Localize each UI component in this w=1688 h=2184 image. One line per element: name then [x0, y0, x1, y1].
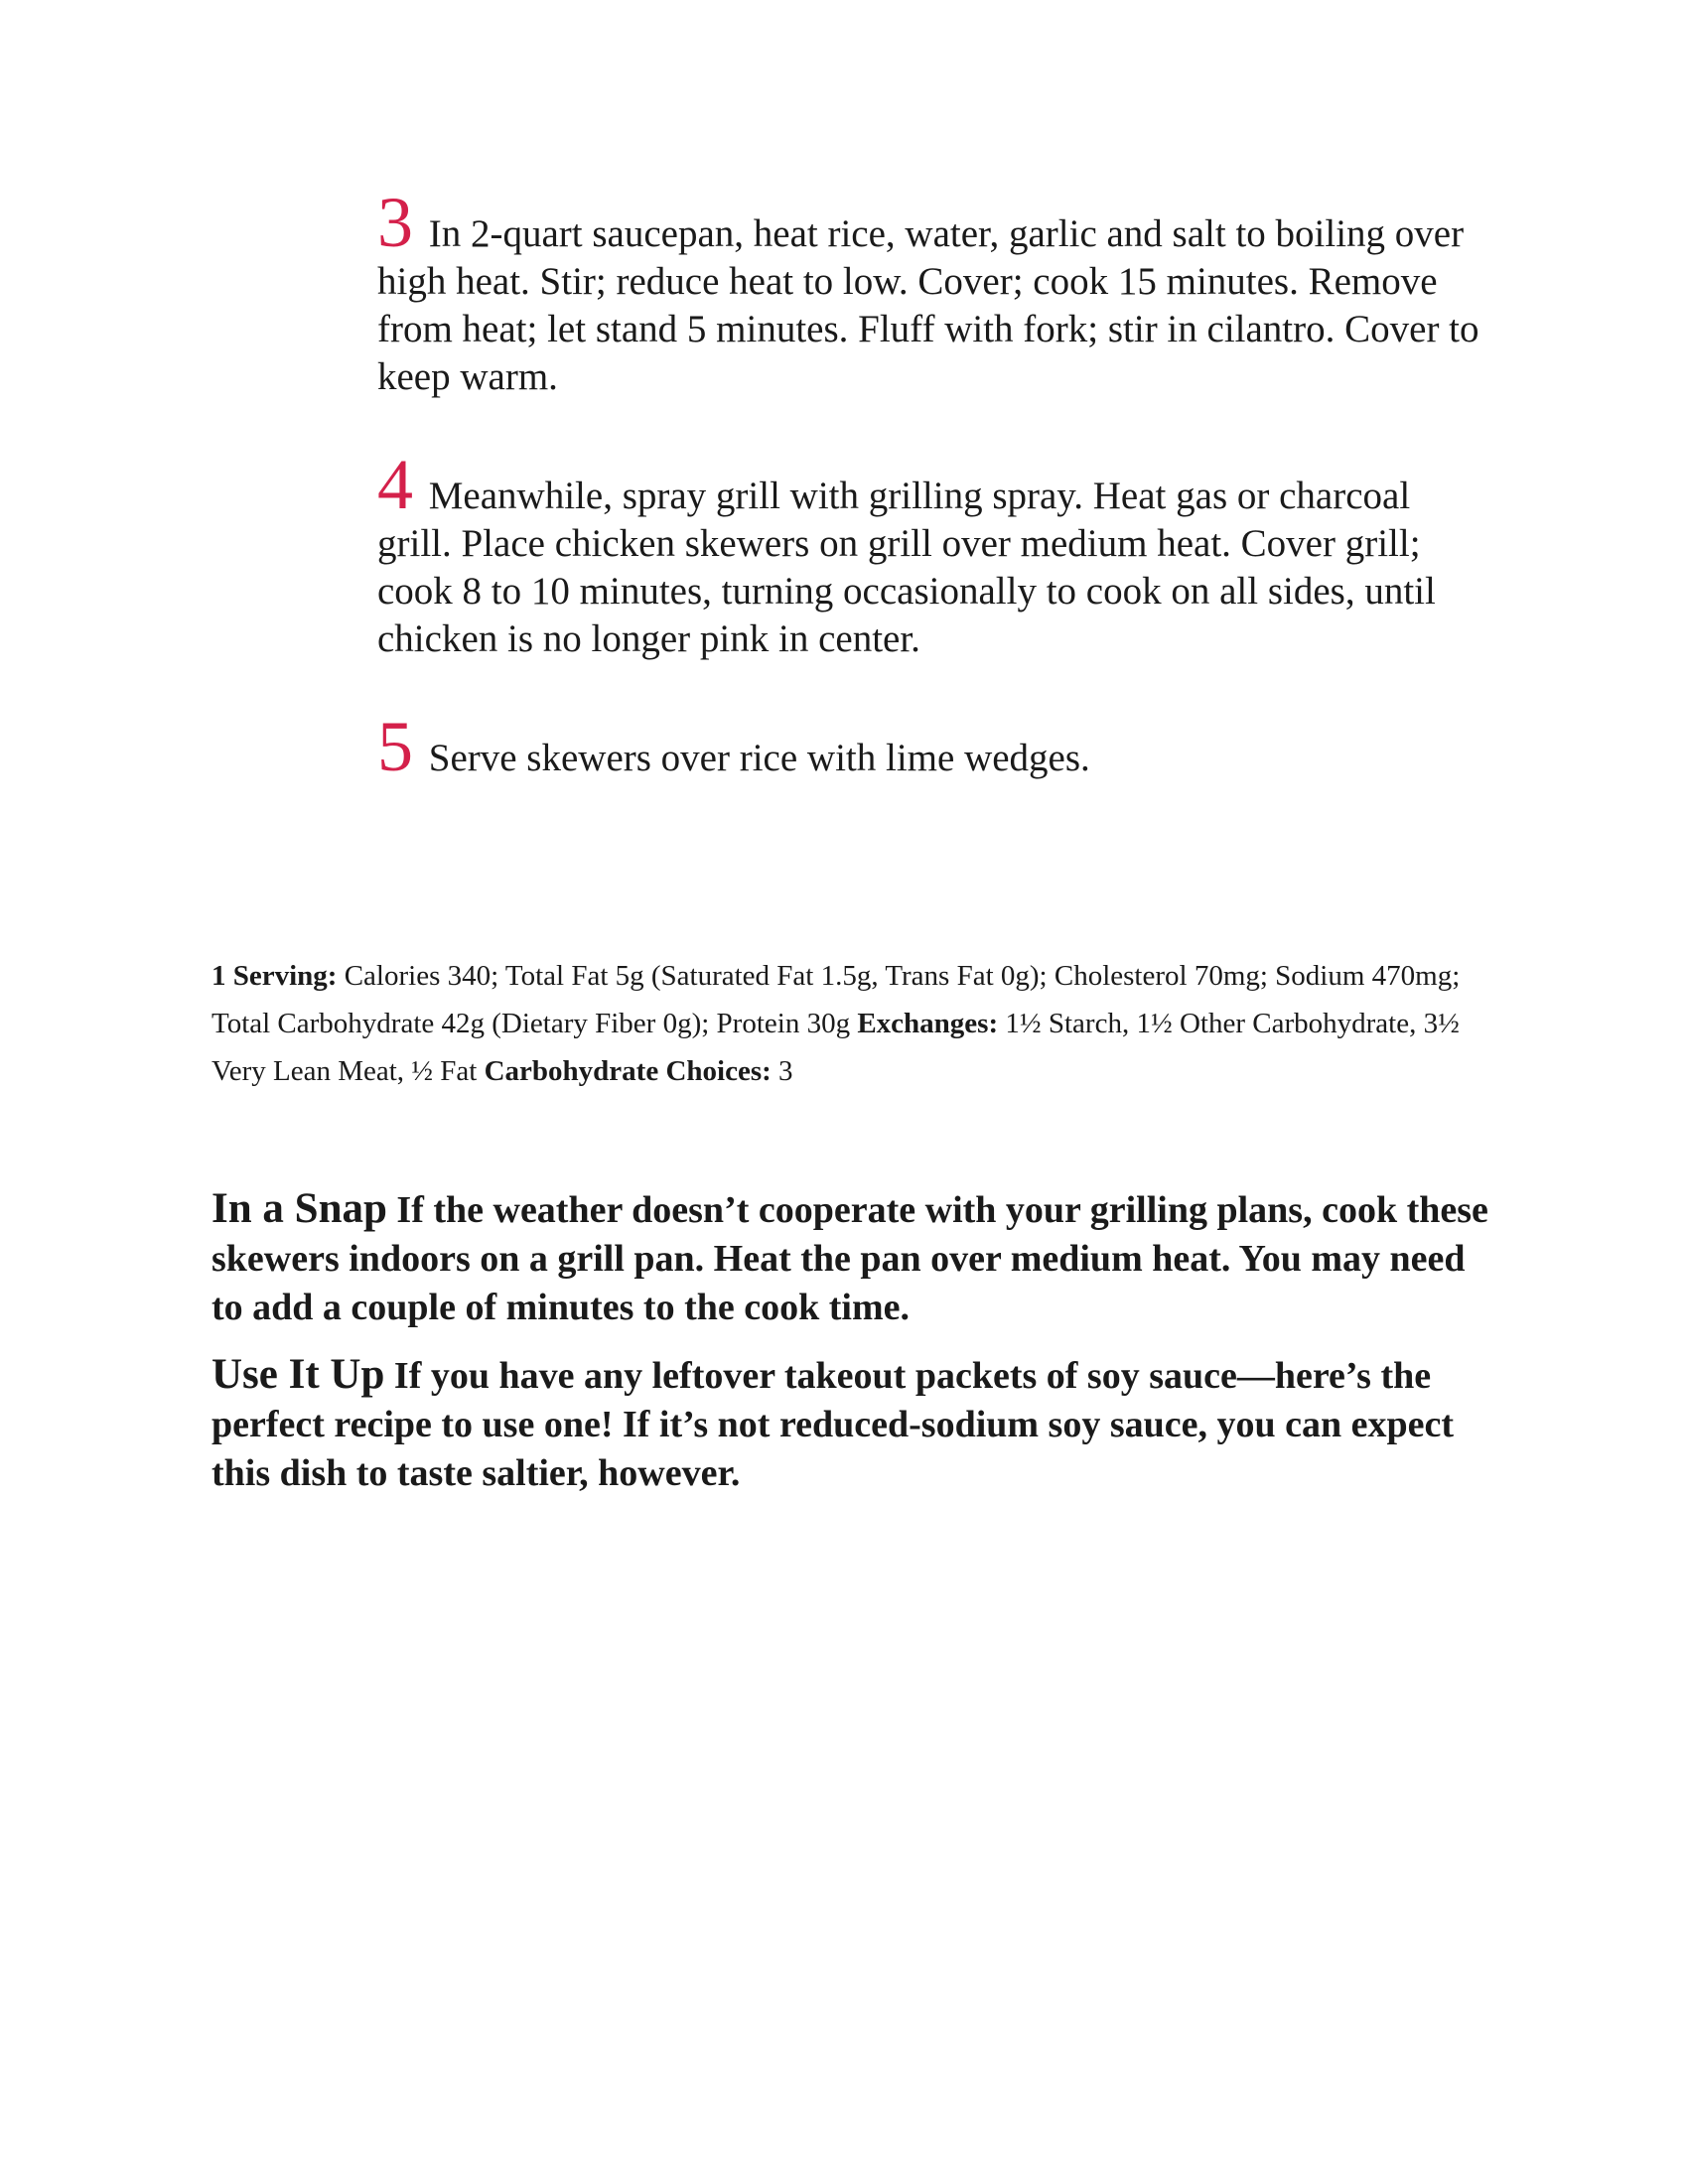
tip-use-it-up — [211, 1350, 1492, 1498]
step-3 — [377, 183, 1489, 401]
carb-choices-label: Carbohydrate Choices: — [484, 1055, 772, 1087]
step-text: In 2-quart saucepan, heat rice, water, garlic and salt to boiling over high heat. Stir; reduce heat to low. Cover; cook 15 minutes. Remove from heat; let stand 5 minutes. Fluff with fork; stir in cilantro. Cover to keep warm. — [377, 212, 1479, 398]
exchanges-text: 1½ Starch, 1½ Other Carbohydrate, 3½ Very Lean Meat, ½ Fat — [211, 1008, 1460, 1087]
step-text: Serve skewers over rice with lime wedges. — [428, 737, 1090, 779]
carb-choices-value: 3 — [778, 1055, 793, 1087]
tip-in-a-snap — [211, 1184, 1492, 1332]
tip-text: If you have any leftover takeout packets of soy sauce—here’s the perfect recipe to use one! If it’s not reduced-sodium soy sauce, you can expect this dish to taste saltier, however. — [211, 1355, 1455, 1494]
tip-text: If the weather doesn’t cooperate with your grilling plans, cook these skewers indoors on a grill pan. Heat the pan over medium heat. You may need to add a couple of minutes to the cook time. — [211, 1189, 1488, 1328]
tip-heading: Use It Up — [211, 1351, 385, 1398]
serving-text: Calories 340; Total Fat 5g (Saturated Fat 1.5g, Trans Fat 0g); Cholesterol 70mg; Sodium 470mg; Total Carbohydrate 42g (Dietary Fiber 0g); Protein 30g — [211, 960, 1461, 1039]
step-number: 3 — [377, 183, 413, 262]
tip-heading: In a Snap — [211, 1185, 387, 1232]
step-number: 4 — [377, 445, 413, 524]
serving-label: 1 Serving: — [211, 960, 338, 992]
step-text: Meanwhile, spray grill with grilling spray. Heat gas or charcoal grill. Place chicken skewers on grill over medium heat. Cover grill; cook 8 to 10 minutes, turning occasionally to cook on all sides, until chicken is no longer pink in center. — [377, 475, 1436, 660]
step-number: 5 — [377, 707, 413, 786]
step-5 — [377, 707, 1489, 786]
nutrition-info — [211, 952, 1492, 1095]
recipe-steps — [377, 183, 1489, 786]
recipe-tips — [211, 1184, 1492, 1516]
exchanges-label: Exchanges: — [857, 1008, 999, 1039]
step-4 — [377, 445, 1489, 663]
